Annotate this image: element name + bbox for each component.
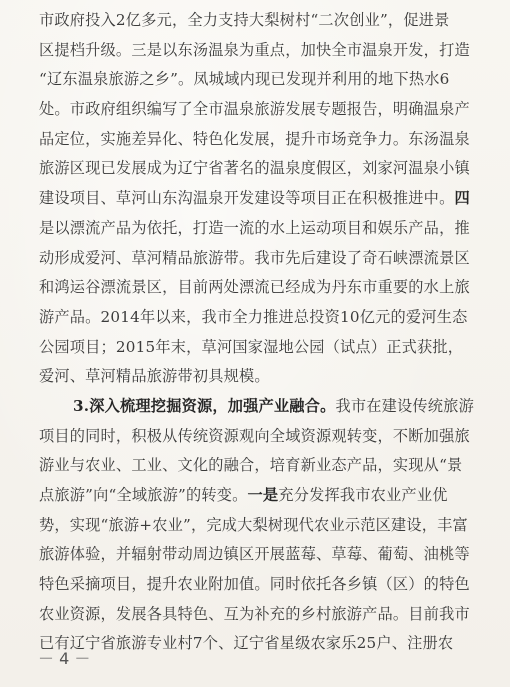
page-number: － 4 － bbox=[38, 649, 91, 668]
text-line-11: 游产品。2014年以来，我市全力推进总投资10亿元的爱河生态 bbox=[39, 307, 468, 326]
bold-marker: 四 bbox=[454, 189, 470, 208]
text-line-19: 旅游体验，并辐射带动周边镇区开展蓝莓、草莓、葡萄、油桃等 bbox=[39, 545, 470, 564]
text-line-15: 项目的同时，积极从传统资源观向全域资源观转变，不断加强旅 bbox=[39, 426, 470, 445]
text-line-21: 农业资源，发展各具特色、互为补充的乡村旅游产品。目前我市 bbox=[39, 604, 470, 623]
text-line-12: 公园项目；2015年末，草河国家湿地公园（试点）正式获批， bbox=[39, 337, 464, 356]
text-line-17: 点旅游”向“全域旅游”的转变。一是充分发挥我市农业产业优 bbox=[39, 486, 448, 504]
text-line-10: 和鸿运谷漂流景区，目前两处漂流已经成为丹东市重要的水上旅 bbox=[39, 278, 470, 297]
section-heading-line: 3.深入梳理挖掘资源，加强产业融合。我市在建设传统旅游 bbox=[73, 396, 474, 415]
text-line-3: “辽东温泉旅游之乡”。凤城域内现已发现并利用的地下热水6 bbox=[39, 70, 450, 89]
text-line-20: 特色采摘项目，提升农业附加值。同时依托各乡镇（区）的特色 bbox=[39, 575, 470, 594]
body-text bbox=[39, 6, 499, 659]
text-line-1: 市政府投入2亿多元，全力支持大梨树村“二次创业”，促进景 bbox=[39, 11, 450, 29]
text-line-8: 是以漂流产品为依托，打造一流的水上运动项目和娱乐产品，推 bbox=[39, 218, 470, 237]
text-line-16: 游业与农业、工业、文化的融合，培育新业态产品，实现从“景 bbox=[39, 456, 463, 475]
text-line-4: 处。市政府组织编写了全市温泉旅游发展专题报告，明确温泉产 bbox=[39, 100, 470, 119]
text-line-18: 势，实现“旅游+农业”，完成大梨树现代农业示范区建设，丰富 bbox=[39, 515, 468, 534]
text-line-7: 建设项目、草河山东沟温泉开发建设等项目正在积极推进中。四 bbox=[39, 189, 470, 208]
bold-marker: 一是 bbox=[247, 486, 279, 504]
text-line-2: 区提档升级。三是以东汤温泉为重点，加快全市温泉开发，打造 bbox=[39, 40, 470, 59]
text-line-13: 爱河、草河精品旅游带初具规模。 bbox=[39, 367, 270, 386]
text-line-6: 旅游区现已发展成为辽宁省著名的温泉度假区，刘家河温泉小镇 bbox=[39, 159, 470, 178]
text-line-9: 动形成爱河、草河精品旅游带。我市先后建设了奇石峡漂流景区 bbox=[39, 248, 470, 267]
text-line-22: 已有辽宁省旅游专业村7个、辽宁省星级农家乐25户、注册农 bbox=[39, 634, 454, 653]
text-line-5: 品定位，实施差异化、特色化发展，提升市场竞争力。东汤温泉 bbox=[39, 129, 470, 148]
section-heading: 3.深入梳理挖掘资源，加强产业融合。 bbox=[73, 396, 336, 415]
